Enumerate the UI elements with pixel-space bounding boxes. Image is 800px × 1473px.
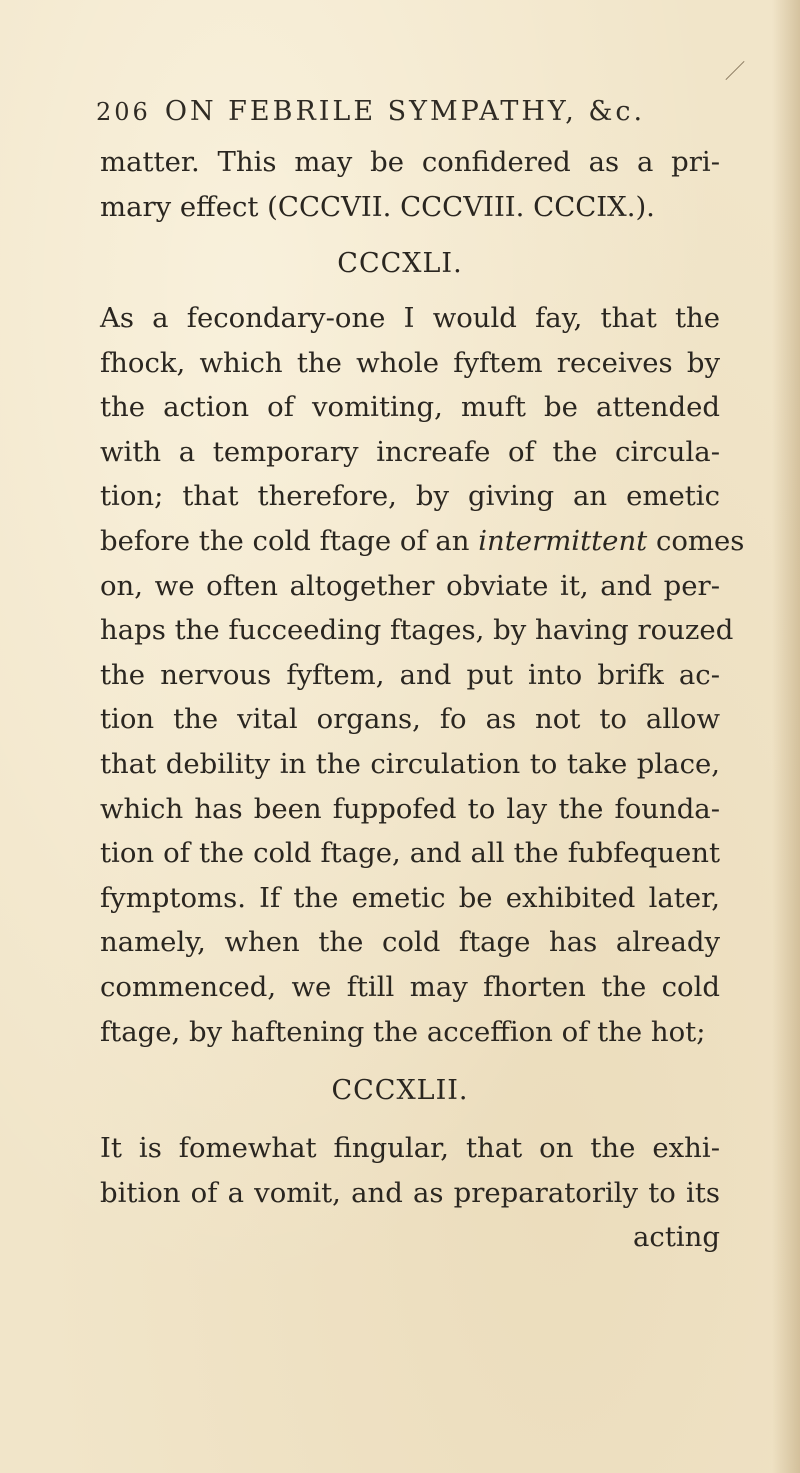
text-line: As a fecondary-one I would fay, that the [100,302,720,334]
catchword: acting [633,1221,720,1254]
text-line: mary effect (CCCVII. CCCVIII. CCCIX.). [100,190,655,223]
text-line: which has been fuppofed to lay the founda- [100,792,720,825]
text-line: commenced, we ftill may fhorten the cold [100,970,720,1003]
text-line: fhock, which the whole fyftem receives by [100,346,720,379]
text-fragment: before the cold ftage of an [100,524,479,557]
text-line: matter. This may be confidered as a pri- [100,146,720,178]
text-line: tion of the cold ftage, and all the fubfequent [100,837,720,870]
text-line: It is fomewhat fingular, that on the exhi- [100,1132,720,1164]
running-head-title: ON FEBRILE SYMPATHY, &c. [164,96,646,127]
text-line: fymptoms. If the emetic be exhibited later, [100,881,720,914]
section-heading-cccxlii: CCCXLII. [331,1075,469,1106]
text-fragment: comes [647,524,745,557]
pencil-mark [725,61,744,80]
running-head [96,96,645,127]
page-edge-shadow [772,0,800,1473]
page-number: 206 [96,98,151,126]
text-line: bition of a vomit, and as preparatorily to its [100,1176,720,1209]
section-heading-cccxli: CCCXLI. [337,248,463,279]
text-line: tion the vital organs, fo as not to allow [100,703,720,736]
italic-term: intermittent [478,524,648,557]
paragraph-continuation [100,140,720,229]
text-line: that debility in the circulation to take place, [100,747,720,780]
text-line: on, we often altogether obviate it, and per- [100,569,720,602]
text-line: haps the fucceeding ftages, by having rouzed [100,614,734,647]
text-line: the action of vomiting, muft be attended [100,391,720,424]
text-line: namely, when the cold ftage has already [100,926,720,959]
text-line-with-italic [100,519,745,564]
text-line: the nervous fyftem, and put into brifk ac- [100,658,720,691]
text-line: ftage, by haftening the acceffion of the hot; [100,1015,706,1048]
text-line: tion; that therefore, by giving an emetic [100,480,720,513]
text-line: with a temporary increafe of the circula- [100,435,720,468]
section-cccxlii-body [100,1126,720,1260]
section-cccxli-body [100,296,745,1054]
